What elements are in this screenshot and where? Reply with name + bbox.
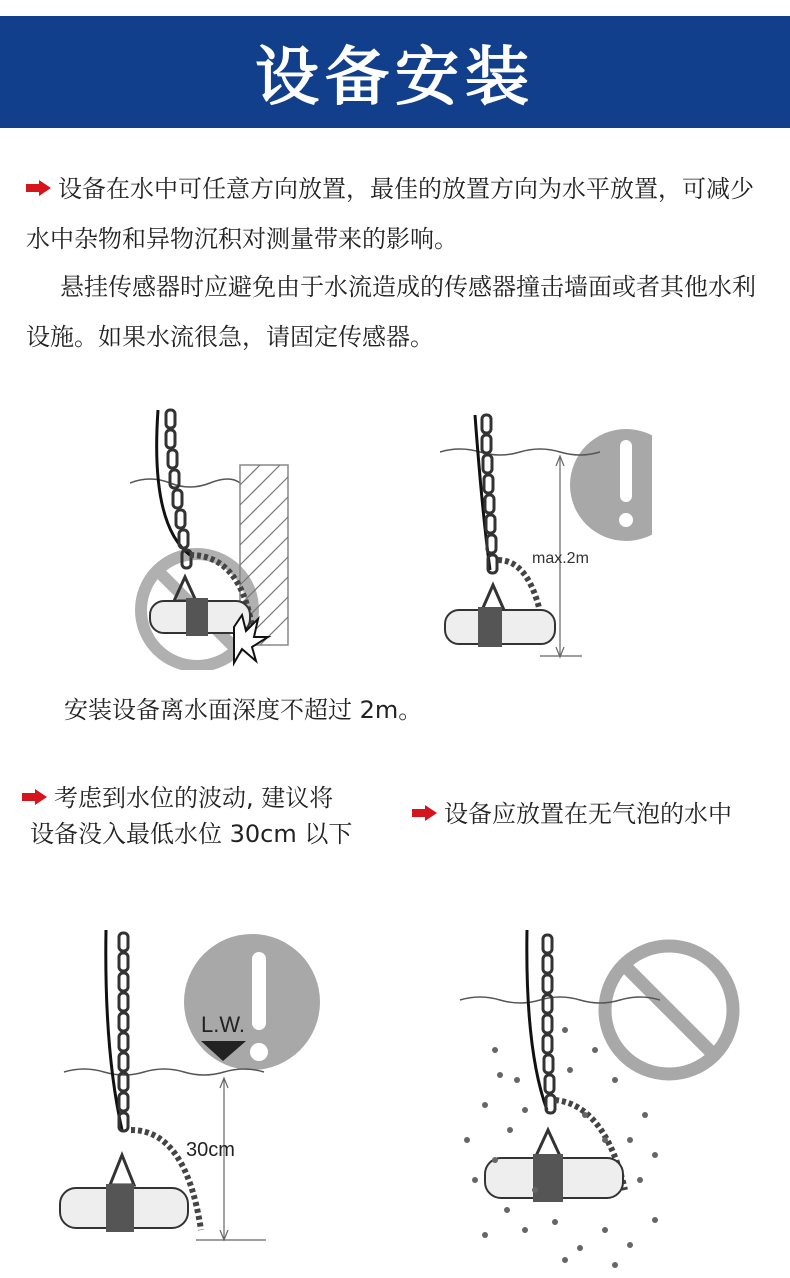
- max-depth-label: max.2m: [532, 550, 589, 567]
- low-water-figure: [56, 930, 332, 1245]
- red-arrow-icon: [26, 180, 52, 196]
- max-depth-figure: [440, 410, 652, 662]
- water-surface: [64, 1069, 264, 1075]
- depth-30cm-label: 30cm: [186, 1139, 235, 1161]
- chain: [119, 933, 128, 1131]
- warning-icon: [570, 429, 652, 541]
- red-arrow-icon: [412, 805, 438, 821]
- wall-impact-figure: [130, 405, 300, 670]
- low-water-note: 考虑到水位的波动, 建议将 设备没入最低水位 30cm 以下: [22, 780, 352, 852]
- water-surface: [440, 449, 600, 455]
- depth-caption: 安装设备离水面深度不超过 2m。: [64, 696, 423, 724]
- low-water-label: L.W.: [201, 1012, 246, 1037]
- no-bubble-note: 设备应放置在无气泡的水中: [412, 796, 732, 832]
- chain: [482, 415, 497, 573]
- chain: [166, 410, 191, 568]
- page-title: 设备安装: [255, 41, 535, 115]
- water-surface: [460, 997, 660, 1003]
- chain: [543, 935, 555, 1113]
- intro-paragraph-1: 设备在水中可任意方向放置，最佳的放置方向为水平放置，可减少水中杂物和异物沉积对测量带来的影响。: [26, 175, 754, 253]
- bubble-free-figure: [455, 930, 745, 1270]
- red-arrow-icon: [22, 789, 48, 805]
- water-surface: [130, 479, 240, 487]
- title-banner: [0, 16, 790, 128]
- intro-paragraph-2: 悬挂传感器时应避免由于水流造成的传感器撞击墙面或者其他水利设施。如果水流很急，请固定传感器。: [26, 273, 756, 351]
